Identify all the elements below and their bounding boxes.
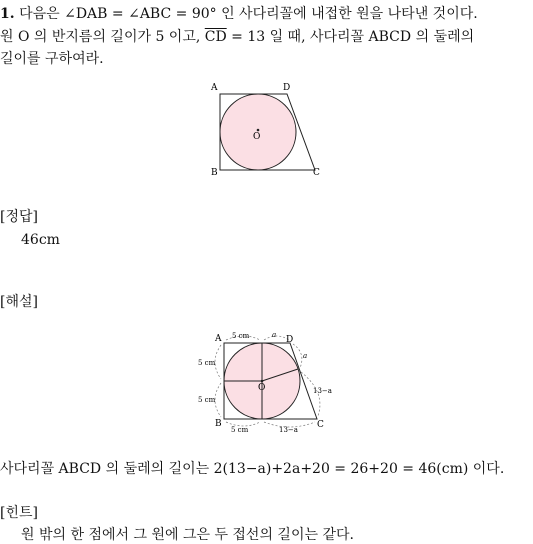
label-c-2: C — [317, 420, 324, 430]
len-right-upper: a — [303, 352, 308, 360]
len-bottom-left: 5 cm — [231, 426, 249, 434]
label-b: B — [211, 168, 218, 178]
problem-text-2b: = 13 일 때, 사다리꼴 ABCD 의 둘레의 — [226, 29, 475, 45]
solution-heading: [해설] — [0, 294, 38, 310]
segment-cd: $\overline{CD}$ — [204, 29, 227, 45]
label-o-2: O — [258, 383, 266, 393]
answer-value: 46cm — [21, 232, 60, 248]
len-bottom-right: 13−a — [279, 426, 298, 434]
problem-text-2a: 원 O 의 반지름의 길이가 5 이고, — [0, 29, 205, 45]
len-left-bottom: 5 cm — [198, 396, 216, 404]
answer-heading: [정답] — [0, 209, 38, 225]
label-a: A — [211, 83, 218, 93]
brace-left-bottom — [215, 383, 221, 417]
problem-number: 1. — [0, 6, 15, 22]
label-o: O — [253, 132, 261, 142]
label-d: D — [283, 83, 291, 93]
trapezoid-figure — [205, 80, 330, 180]
hint-heading: [힌트] — [0, 505, 38, 521]
problem-line-3 — [0, 48, 104, 68]
len-right-lower: 13−a — [313, 387, 332, 395]
problem-line-1 — [0, 3, 478, 23]
len-top-right: a — [272, 331, 277, 339]
center-point — [257, 129, 260, 132]
label-c: C — [313, 168, 320, 178]
label-b-2: B — [215, 419, 222, 429]
label-a-2: A — [215, 334, 222, 344]
brace-left-top — [215, 345, 221, 379]
len-left-top: 5 cm — [198, 359, 216, 367]
problem-text-1: 다음은 ∠DAB = ∠ABC = 90° 인 사다리꼴에 내접한 원을 나타낸 것이다. — [19, 6, 478, 22]
problem-line-2 — [0, 26, 474, 46]
hint-text: 원 밖의 한 점에서 그 원에 그은 두 접선의 길이는 같다. — [21, 527, 354, 543]
solution-text: 사다리꼴 ABCD 의 둘레의 길이는 2(13−a)+2a+20 = 26+20 = 46(cm) 이다. — [0, 461, 505, 477]
solution-figure — [195, 328, 340, 436]
center-point-2 — [261, 380, 264, 383]
len-top-left: 5 cm — [232, 332, 250, 340]
label-d-2: D — [286, 335, 294, 345]
problem-text-3: 길이를 구하여라. — [0, 51, 104, 67]
